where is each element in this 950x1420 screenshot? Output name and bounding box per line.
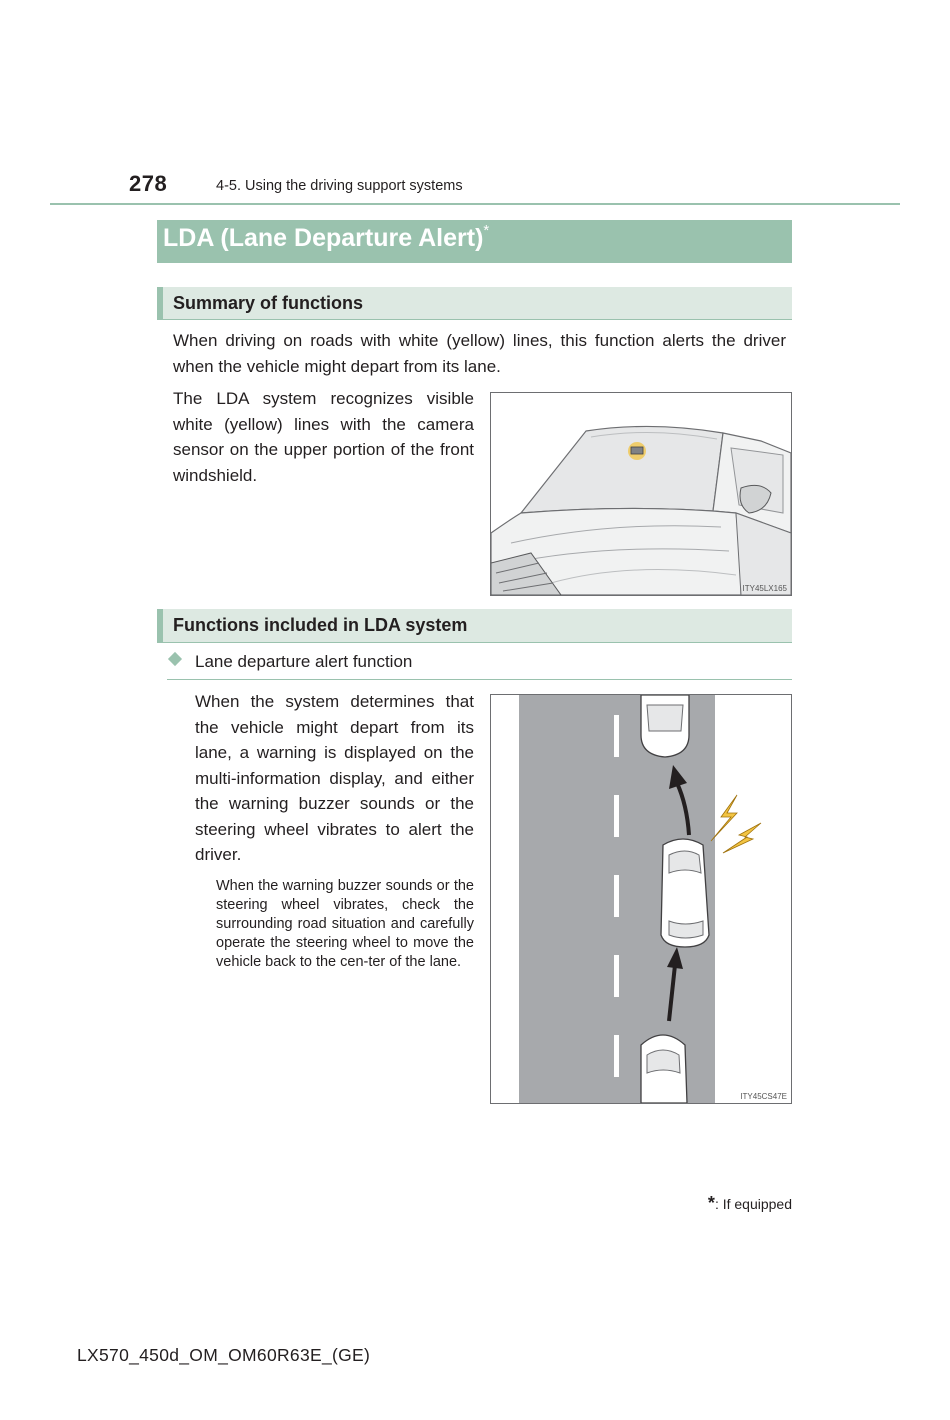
summary-intro: When driving on roads with white (yellow) lines, this function alerts the driver when the vehicle might depart from its lane.: [173, 331, 786, 376]
functions-heading-bar: [157, 609, 792, 643]
summary-heading: Summary of functions: [173, 293, 364, 313]
page-title: [163, 224, 489, 253]
car-middle-icon: [661, 839, 709, 947]
page-title-text: LDA (Lane Departure Alert): [163, 224, 484, 252]
document-id: LX570_450d_OM_OM60R63E_(GE): [77, 1345, 371, 1365]
footnote: [708, 1193, 792, 1214]
footnote-marker: *: [707, 1193, 715, 1213]
diamond-bullet-icon: [168, 652, 182, 666]
functions-heading: Functions included in LDA system: [173, 615, 468, 635]
alert-description: When the system determines that the vehicle might depart from its lane, a warning is displayed on the multi-information display, and either the warning buzzer sounds or the steering wheel vibrates to alert the driver.: [195, 692, 474, 864]
section-label: 4-5. Using the driving support systems: [216, 178, 463, 194]
figure-code: ITY45LX165: [742, 584, 787, 593]
camera-description: The LDA system recognizes visible white (yellow) lines with the camera sensor on the upper portion of the front windshield.: [173, 389, 474, 485]
figure-code: ITY45CS47E: [740, 1092, 787, 1101]
page-number: 278: [129, 171, 168, 196]
lane-departure-illustration: [491, 695, 791, 1103]
bullet-label: Lane departure alert function: [195, 652, 413, 671]
caution-note: When the warning buzzer sounds or the steering wheel vibrates, check the surrounding road situation and carefully operate the steering wheel to move the vehicle back to the cen-ter of the lane.: [216, 878, 474, 970]
car-bottom-icon: [641, 1035, 687, 1103]
car-front-illustration: [491, 393, 791, 595]
equipped-marker: *: [483, 222, 490, 239]
footnote-text: : If equipped: [714, 1196, 792, 1212]
windshield-camera-figure: [490, 392, 792, 596]
header-rule: [50, 203, 900, 205]
lane-departure-figure: [490, 694, 792, 1104]
bullet-row: [167, 651, 792, 680]
summary-heading-bar: [157, 287, 792, 320]
car-top-icon: [641, 695, 689, 757]
